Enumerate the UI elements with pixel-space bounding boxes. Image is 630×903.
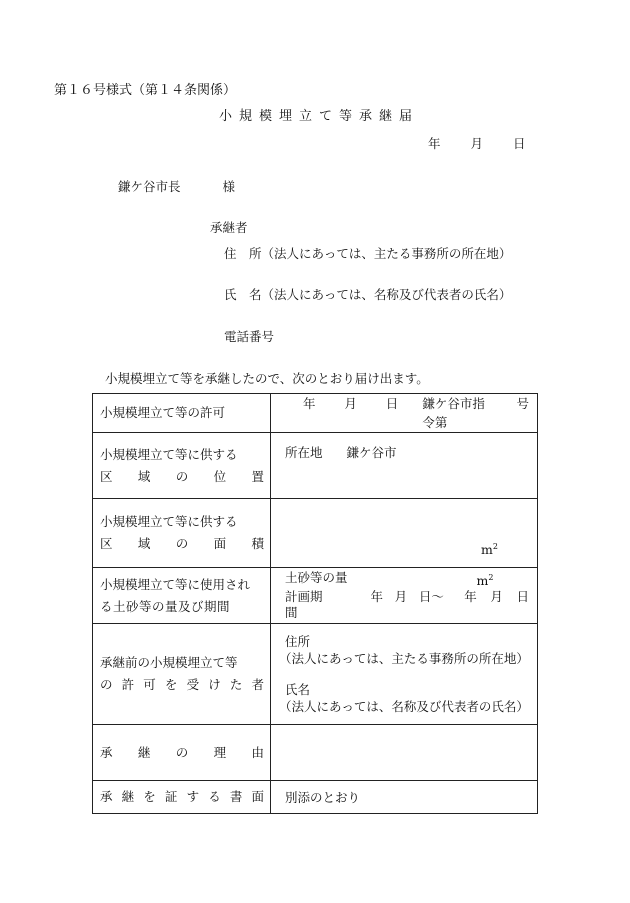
prior-holder-value[interactable]: 住所 （法人にあっては、主たる事務所の所在地） 氏名 （法人にあっては、名称及び代表者の氏名） (271, 624, 538, 725)
area-label-line2: 区 域 の 面 積 (100, 536, 264, 551)
document-title: 小規模埋立て等承継届 (218, 109, 419, 124)
location-label-line2: 区 域 の 位 置 (100, 468, 264, 484)
proof-label: 承 継 を 証 す る 書 面 (93, 781, 271, 814)
table-row-soil (93, 568, 538, 624)
addressee (118, 177, 235, 195)
reason-value[interactable] (271, 725, 538, 781)
soil-label: 小規模埋立て等に使用され る土砂等の量及び期間 (93, 568, 271, 624)
date-day: 日 (513, 136, 526, 151)
successor-label: 承継者 (210, 220, 248, 235)
permit-value[interactable]: 年 月 日 鎌ケ谷市指令第 号 (271, 394, 538, 433)
table-row-location (93, 433, 538, 499)
form-number: 第１６号様式（第１４条関係） (54, 83, 237, 98)
table-row-reason (93, 725, 538, 781)
statement: 小規模埋立て等を承継したので、次のとおり届け出ます。 (105, 371, 429, 386)
date-year: 年 (428, 136, 441, 151)
table-row-proof (93, 781, 538, 814)
table-row-permit (93, 394, 538, 433)
succession-table (92, 393, 538, 814)
location-label: 小規模埋立て等に供する 区 域 の 位 置 (93, 433, 271, 499)
date-month: 月 (470, 136, 484, 151)
successor-address-label: 住 所（法人にあっては、主たる事務所の所在地） (224, 246, 512, 261)
proof-value[interactable]: 別添のとおり (271, 781, 538, 814)
addressee-honorific: 様 (222, 179, 236, 194)
area-label: 小規模埋立て等に供する 区 域 の 面 積 (93, 499, 271, 568)
location-value[interactable]: 所在地 鎌ケ谷市 (271, 433, 538, 499)
successor-name-label: 氏 名（法人にあっては、名称及び代表者の氏名） (224, 287, 512, 302)
table-row-area (93, 499, 538, 568)
area-value[interactable]: $m^2$ (271, 499, 538, 568)
table-row-prior-holder (93, 624, 538, 725)
permit-label: 小規模埋立て等の許可 (93, 394, 271, 433)
reason-label: 承 継 の 理 由 (93, 725, 271, 781)
addressee-name: 鎌ケ谷市長 (118, 179, 181, 194)
submission-date (428, 134, 526, 152)
successor-tel-label: 電話番号 (224, 329, 275, 344)
prior-holder-label-line2: の 許 可 を 受 け た 者 (100, 677, 264, 692)
soil-value[interactable]: 土砂等の量 $m^2$ 計画期間 年 月 日〜 年 月 日 (271, 568, 538, 624)
prior-holder-label: 承継前の小規模埋立て等 の 許 可 を 受 け た 者 (93, 624, 271, 725)
